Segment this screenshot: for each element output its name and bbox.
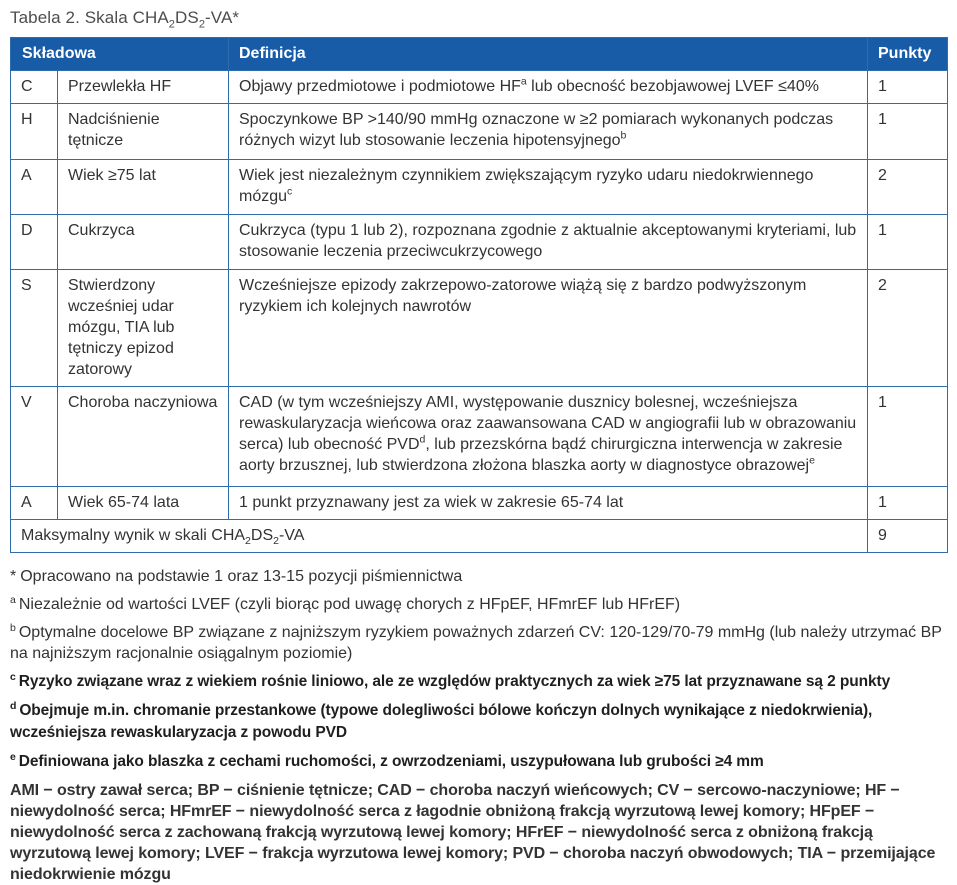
row-letter: A: [11, 160, 58, 215]
table-header-row: [11, 38, 948, 71]
footnote-marker: *: [10, 568, 17, 585]
row-letter: H: [11, 104, 58, 160]
table-row: [11, 487, 948, 520]
row-definition: Cukrzyca (typu 1 lub 2), rozpoznana zgodnie z aktualnie akceptowanymi kryteriami, lub stosowanie leczenia przeciwcukrzycowego: [229, 215, 868, 270]
total-label: Maksymalny wynik w skali $CHA_2DS_2-VA$: [11, 520, 868, 553]
row-name: Przewlekła HF: [58, 71, 229, 104]
row-letter: A: [11, 487, 58, 520]
row-letter: D: [11, 215, 58, 270]
footnote-marker: a: [10, 593, 16, 606]
row-definition: Wcześniejsze epizody zakrzepowo-zatorowe wiążą się z bardzo podwyższonym ryzykiem ich kolejnych nawrotów: [229, 270, 868, 387]
row-points: 1: [868, 487, 948, 520]
table-title: Tabela 2. Skala $CHA_2DS_2-VA*$: [10, 8, 240, 31]
footnote-text: Opracowano na podstawie 1 oraz 13-15 pozycji piśmiennictwa: [20, 568, 463, 585]
row-name: Stwierdzony wcześniej udar mózgu, TIA lub tętniczy epizod zatorowy: [58, 270, 229, 387]
row-definition: 1 punkt przyznawany jest za wiek w zakresie 65-74 lat: [229, 487, 868, 520]
row-letter: V: [11, 387, 58, 487]
row-points: 2: [868, 270, 948, 387]
footnote-text: Ryzyko związane wraz z wiekiem rośnie liniowo, ale ze względów praktycznych za wiek ≥75 lat przyznawane są 2 punkty: [18, 673, 891, 690]
footnote-text: Optymalne docelowe BP związane z najniższym ryzykiem poważnych zdarzeń CV: 120-129/70-79 mmHg (lub należy utrzymać BP na najniższym racjonalnie osiągalnym poziomie): [10, 624, 942, 662]
row-definition: CAD (w tym wcześniejszy AMI, występowanie dusznicy bolesnej, wcześniejsza rewaskularyzacja wieńcowa oraz zaawansowana CAD w angiografii lub w obrazowaniu serca) lub obecność PVD$^d$, lub przezskórna bądź chirurgiczna interwencja w zakresie aorty brzusznej, lub stwierdzona złożona blaszka aorty w diagnostyce obrazowej$^e$: [229, 387, 868, 487]
footnote-text: Definiowana jako blaszka z cechami ruchomości, z owrzodzeniami, uszypułowana lub grubości ≥4 mm: [18, 753, 764, 770]
total-points: 9: [868, 520, 948, 553]
row-points: 1: [868, 215, 948, 270]
row-definition: Wiek jest niezależnym czynnikiem zwiększającym ryzyko udaru niedokrwiennego mózgu$^c$: [229, 160, 868, 215]
footnote-marker: c: [10, 670, 16, 683]
row-name: Wiek ≥75 lat: [58, 160, 229, 215]
abbreviations-list: AMI − ostry zawał serca; BP − ciśnienie tętnicze; CAD − choroba naczyń wieńcowych; CV − sercowo-naczyniowe; HF − niewydolność serca; HFmrEF − niewydolność serca z łagodnie obniżoną frakcją wyrzutową lewej komory; HFpEF − niewydolność serca z zachowaną frakcją wyrzutową lewej komory; HFrEF − niewydolność serca z obniżoną frakcją wyrzutową lewej komory; LVEF − frakcja wyrzutowa lewej komory; PVD − choroba naczyń obwodowych; TIA − przemijające niedokrwienie mózgu: [10, 782, 936, 883]
row-points: 1: [868, 387, 948, 487]
footnote-c: [10, 671, 947, 693]
row-points: 2: [868, 160, 948, 215]
footnote-e: [10, 751, 947, 773]
row-name: Wiek 65-74 lata: [58, 487, 229, 520]
row-definition: Spoczynkowe BP >140/90 mmHg oznaczone w ≥2 pomiarach wykonanych podczas różnych wizyt lub stosowanie leczenia hipotensyjnego$^b$: [229, 104, 868, 160]
cha2ds2-va-scale-table: [10, 37, 948, 553]
footnote-b: [10, 622, 947, 664]
footnote-marker: b: [10, 621, 16, 634]
table-row: [11, 104, 948, 160]
table-row: [11, 71, 948, 104]
footnote-text: Obejmuje m.in. chromanie przestankowe (typowe dolegliwości bólowe kończyn dolnych wynikające z niedokrwienia), wcześniejsza rewaskularyzacja z powodu PVD: [10, 702, 873, 741]
row-points: 1: [868, 71, 948, 104]
table-row: [11, 160, 948, 215]
header-component: Składowa: [11, 38, 229, 71]
footnote-text: Niezależnie od wartości LVEF (czyli biorąc pod uwagę chorych z HFpEF, HFmrEF lub HFrEF): [18, 596, 681, 613]
row-name: Nadciśnienie tętnicze: [58, 104, 229, 160]
row-letter: S: [11, 270, 58, 387]
footnote-star: [10, 566, 947, 587]
row-definition: Objawy przedmiotowe i podmiotowe $HF^a$ lub obecność bezobjawowej LVEF ≤40%: [229, 71, 868, 104]
total-row: [11, 520, 948, 553]
row-name: Choroba naczyniowa: [58, 387, 229, 487]
footnotes-section: [10, 566, 947, 885]
footnote-d: [10, 700, 947, 744]
row-name: Cukrzyca: [58, 215, 229, 270]
table-row: [11, 270, 948, 387]
table-row: [11, 387, 948, 487]
footnote-a: [10, 594, 947, 615]
table-row: [11, 215, 948, 270]
row-points: 1: [868, 104, 948, 160]
header-points: Punkty: [868, 38, 948, 71]
footnote-marker: d: [10, 699, 17, 712]
header-definition: Definicja: [229, 38, 868, 71]
row-letter: C: [11, 71, 58, 104]
footnote-marker: e: [10, 750, 16, 763]
